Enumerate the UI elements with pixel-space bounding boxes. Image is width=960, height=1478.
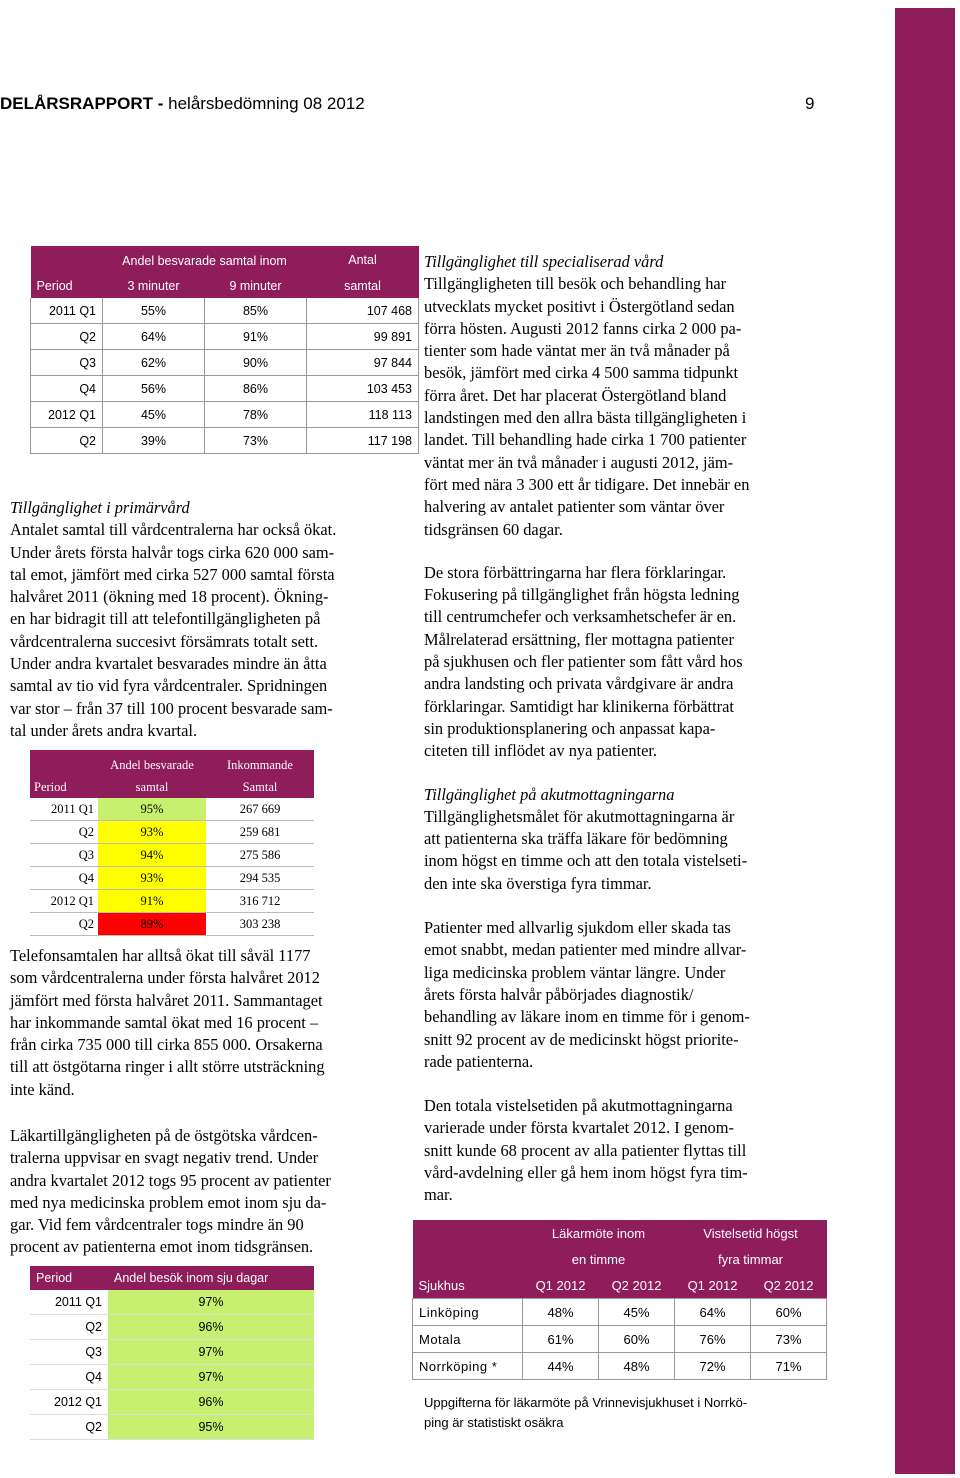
period-cell (31, 376, 103, 402)
text-line: till centrumchefer och verksamhetschefer är en. (424, 607, 737, 627)
percent-cell: 48% (599, 1353, 675, 1380)
call-count: 99 891 (307, 324, 419, 350)
answered-9min: 78% (205, 402, 307, 428)
period-cell (30, 1390, 108, 1415)
t3-head-value: Andel besök inom sju dagar (108, 1266, 314, 1290)
text-line: jämfört med första halvåret 2011. Sammantaget (10, 990, 323, 1010)
text-line: Den totala vistelsetiden på akutmottagningarna (424, 1096, 733, 1116)
answered-share: 91% (98, 890, 206, 913)
doctor-access-section (10, 1125, 400, 1259)
year: 2012 (48, 407, 76, 422)
t4-head-group2-b: fyra timmar (675, 1246, 827, 1272)
text-line: behandling av läkare inom en timme för i genom- (424, 1007, 750, 1027)
visit-share: 95% (108, 1415, 314, 1440)
period-cell (30, 844, 98, 867)
hospital-name: Linköping (413, 1299, 523, 1326)
text-line: citeten till inflödet av nya patienter. (424, 741, 658, 761)
text-line: rade patienterna. (424, 1051, 534, 1071)
t4-head-col: Q2 2012 (751, 1272, 827, 1299)
text-line: som vårdcentralerna under första halvåret 2012 (10, 968, 320, 988)
quarter: Q2 (85, 1320, 102, 1334)
period-cell (31, 298, 103, 324)
answered-3min: 56% (103, 376, 205, 402)
t4-head-sjukhus: Sjukhus (413, 1272, 523, 1299)
incoming-calls: 316 712 (206, 890, 314, 913)
incoming-calls: 275 586 (206, 844, 314, 867)
t1-head-period: Period (31, 273, 103, 298)
answered-share: 93% (98, 821, 206, 844)
t1-head-3min: 3 minuter (103, 273, 205, 298)
improvements-text (424, 562, 824, 763)
specialised-care-heading: Tillgänglighet till specialiserad vård (424, 252, 664, 271)
call-answer-table (30, 246, 419, 454)
text-line: halvering av antalet patienter som väntar över (424, 497, 725, 517)
period-cell (30, 798, 98, 821)
text-line: andra landsting och privata vårdgivare är andra (424, 674, 734, 694)
answered-3min: 45% (103, 402, 205, 428)
phone-calls-text (10, 945, 400, 1101)
period-cell (31, 428, 103, 454)
t1-head-count-bottom: samtal (307, 273, 419, 298)
text-line: sin produktionsplanering och anpassat kapa- (424, 718, 716, 738)
year: 2012 (54, 1395, 82, 1409)
text-line: procent av patienterna emot inom tidsgränsen. (10, 1237, 314, 1257)
primary-care-heading: Tillgänglighet i primärvård (10, 498, 190, 517)
visit-share: 97% (108, 1290, 314, 1315)
total-stay-text (424, 1095, 824, 1206)
percent-cell: 61% (523, 1326, 599, 1353)
answered-3min: 39% (103, 428, 205, 454)
period-cell (30, 867, 98, 890)
doctor-access-text (10, 1125, 400, 1259)
table-row (413, 1326, 827, 1353)
text-line: Antalet samtal till vårdcentralerna har också ökat. (10, 520, 337, 540)
quarter: Q3 (85, 1345, 102, 1359)
quarter: Q1 (79, 303, 96, 318)
text-line: tidsgränsen 60 dagar. (424, 519, 563, 539)
year: 2012 (50, 893, 76, 908)
answered-share: 93% (98, 867, 206, 890)
text-line: årets första halvår påbörjades diagnostik/ (424, 984, 694, 1004)
text-line: har inkommande samtal ökat med 16 procent – (10, 1012, 319, 1032)
t1-head-group: Andel besvarade samtal inom (103, 246, 307, 273)
table-row (30, 867, 314, 890)
text-line: på sjukhusen och fler patienter som fått vård hos (424, 652, 743, 672)
text-line: tal under årets andra kvartal. (10, 720, 198, 740)
visit-share: 96% (108, 1315, 314, 1340)
incoming-calls: 303 238 (206, 913, 314, 936)
period-cell (31, 324, 103, 350)
hospital-name: Motala (413, 1326, 523, 1353)
quarter: Q1 (78, 801, 94, 816)
footnote-line: Uppgifterna för läkarmöte på Vrinnevisjukhuset i Norrkö- (424, 1395, 748, 1410)
text-line: Tillgänglighetsmålet för akutmottagningarna är (424, 806, 735, 826)
text-line: väntat mer än två månader i augusti 2012, jäm- (424, 452, 734, 472)
quarter: Q3 (79, 355, 96, 370)
table-row (30, 1315, 314, 1340)
percent-cell: 73% (751, 1326, 827, 1353)
text-line: Under andra kvartalet besvarades mindre än åtta (10, 654, 327, 674)
quarter: Q1 (85, 1395, 102, 1409)
period-cell (30, 913, 98, 936)
answered-3min: 64% (103, 324, 205, 350)
t4-blank (413, 1220, 523, 1246)
period-cell (30, 890, 98, 913)
table-row (30, 1365, 314, 1390)
text-line: utvecklats mycket positivt i Östergötland sedan (424, 296, 735, 316)
text-line: landstingen med den allra bästa tillgängligheten i (424, 408, 747, 428)
percent-cell: 60% (751, 1299, 827, 1326)
quarter: Q1 (79, 407, 96, 422)
period-cell (30, 1415, 108, 1440)
period-cell (31, 350, 103, 376)
severe-patients-text (424, 917, 824, 1073)
page-number: 9 (805, 94, 815, 113)
t1-blank (31, 246, 103, 273)
answered-9min: 91% (205, 324, 307, 350)
phone-calls-section (10, 945, 400, 1101)
answered-3min: 55% (103, 298, 205, 324)
text-line: den inte ska överstiga fyra timmar. (424, 873, 652, 893)
quarter: Q2 (78, 916, 94, 931)
table-row (30, 798, 314, 821)
text-line: Fokusering på tillgänglighet från högsta ledning (424, 585, 740, 605)
text-line: Under årets första halvår togs cirka 620 000 sam- (10, 542, 335, 562)
quarter: Q2 (79, 329, 96, 344)
quarter: Q4 (79, 381, 96, 396)
t2-head-b-bottom: Samtal (206, 776, 314, 798)
percent-cell: 44% (523, 1353, 599, 1380)
text-line: landet. Till behandling hade cirka 1 700 patienter (424, 430, 747, 450)
period-cell (30, 1290, 108, 1315)
percent-cell: 72% (675, 1353, 751, 1380)
quarter: Q4 (78, 870, 94, 885)
t4-head-col: Q1 2012 (523, 1272, 599, 1299)
percent-cell: 71% (751, 1353, 827, 1380)
text-line: halvåret 2011 (ökning med 18 procent). Ökning- (10, 587, 329, 607)
period-cell (30, 1340, 108, 1365)
text-line: en har bidragit till att telefontillgängligheten på (10, 609, 321, 629)
text-line: snitt kunde 68 procent av alla patienter flyttas till (424, 1140, 747, 1160)
text-line: gar. Vid fem vårdcentraler togs mindre än 90 (10, 1215, 304, 1235)
t3-head-period: Period (30, 1266, 108, 1290)
report-title (0, 94, 365, 114)
table-row (413, 1353, 827, 1380)
table-row (31, 350, 419, 376)
quarter: Q1 (78, 893, 94, 908)
report-title-rest: helårsbedömning 08 2012 (163, 94, 365, 113)
text-line: Läkartillgängligheten på de östgötska vårdcen- (10, 1126, 318, 1145)
answered-9min: 86% (205, 376, 307, 402)
t2-head-period: Period (30, 776, 98, 798)
year: 2011 (48, 303, 76, 318)
primary-care-section (10, 497, 400, 742)
year: 2011 (51, 801, 76, 816)
table-row (30, 821, 314, 844)
table-row (30, 844, 314, 867)
quarter: Q3 (78, 847, 94, 862)
report-title-bold: DELÅRSRAPPORT - (0, 94, 164, 113)
answered-9min: 90% (205, 350, 307, 376)
visits-within-week-table (30, 1266, 314, 1440)
specialised-care-section (424, 251, 824, 1207)
answered-share: 94% (98, 844, 206, 867)
incoming-calls: 267 669 (206, 798, 314, 821)
call-count: 118 113 (307, 402, 419, 428)
text-line: förra hösten. Augusti 2012 fanns cirka 2 000 pa- (424, 318, 742, 338)
text-line: fört med nära 3 300 ett år tidigare. Det innebär en (424, 474, 750, 494)
t4-head-col: Q2 2012 (599, 1272, 675, 1299)
t1-head-9min: 9 minuter (205, 273, 307, 298)
text-line: tralerna uppvisar en svagt negativ trend. Under (10, 1148, 319, 1168)
text-line: snitt 92 procent av de medicinskt högst priorite- (424, 1029, 739, 1049)
t1-head-count-top: Antal (307, 246, 419, 273)
answered-share: 89% (98, 913, 206, 936)
table-row (30, 913, 314, 936)
t2-blank (30, 750, 98, 776)
table-row (30, 1390, 314, 1415)
table-footnote (424, 1393, 814, 1433)
text-line: till att östgötarna ringer i allt större utsträckning (10, 1057, 325, 1077)
text-line: andra kvartalet 2012 togs 95 procent av patienter (10, 1170, 331, 1190)
table-row (30, 890, 314, 913)
answered-share: 95% (98, 798, 206, 821)
call-count: 107 468 (307, 298, 419, 324)
text-line: liga medicinska problem väntar längre. Under (424, 962, 726, 982)
text-line: att patienterna ska träffa läkare för bedömning (424, 829, 728, 849)
percent-cell: 45% (599, 1299, 675, 1326)
t4-head-group1-a: Läkarmöte inom (523, 1220, 675, 1246)
table-row (31, 428, 419, 454)
call-count: 117 198 (307, 428, 419, 454)
text-line: tal emot, jämfört med cirka 527 000 samtal första (10, 564, 335, 584)
text-line: mar. (424, 1185, 453, 1205)
text-line: varierade under första kvartalet 2012. I genom- (424, 1118, 734, 1138)
emergency-text (424, 784, 824, 895)
primary-care-text (10, 497, 400, 742)
text-line: var stor – från 37 till 100 procent besvarade sam- (10, 698, 333, 718)
answered-9min: 85% (205, 298, 307, 324)
hospital-emergency-table (412, 1220, 827, 1380)
quarter: Q1 (85, 1295, 102, 1309)
text-line: De stora förbättringarna har flera förklaringar. (424, 562, 727, 582)
period-cell (30, 821, 98, 844)
text-line: med nya medicinska problem emot inom sju da- (10, 1192, 327, 1212)
table-row (413, 1299, 827, 1326)
table-row (31, 376, 419, 402)
percent-cell: 76% (675, 1326, 751, 1353)
percent-cell: 48% (523, 1299, 599, 1326)
period-cell (31, 402, 103, 428)
percent-cell: 60% (599, 1326, 675, 1353)
text-line: förklaringar. Samtidigt har klinikerna förbättrat (424, 696, 734, 716)
t2-head-b-top: Inkommande (206, 750, 314, 776)
table-row (31, 402, 419, 428)
sidebar-accent-bar (895, 8, 955, 1474)
specialised-care-text (424, 251, 824, 541)
text-line: vård-avdelning eller gå hem inom högst fyra tim- (424, 1162, 748, 1182)
quarter: Q2 (78, 824, 94, 839)
text-line: Tillgängligheten till besök och behandling har (424, 274, 727, 294)
text-line: vårdcentralerna succesivt försämrats totalt sett. (10, 631, 319, 651)
phone-calls-table (30, 750, 314, 936)
t2-head-a-bottom: samtal (98, 776, 206, 798)
incoming-calls: 294 535 (206, 867, 314, 890)
text-line: tienter som hade väntat mer än två månader på (424, 341, 730, 361)
text-line: emot snabbt, medan patienter med mindre allvar- (424, 940, 747, 960)
t2-head-a-top: Andel besvarade (98, 750, 206, 776)
t4-blank-2 (413, 1246, 523, 1272)
visit-share: 97% (108, 1365, 314, 1390)
text-line: inom högst en timme och att den totala vistelseti- (424, 851, 748, 871)
text-line: Telefonsamtalen har alltså ökat till såväl 1177 (10, 946, 311, 965)
text-line: Målrelaterad ersättning, fler mottagna patienter (424, 629, 734, 649)
text-line: inte känd. (10, 1079, 75, 1099)
table-row (30, 1340, 314, 1365)
hospital-name: Norrköping * (413, 1353, 523, 1380)
incoming-calls: 259 681 (206, 821, 314, 844)
t4-head-group1-b: en timme (523, 1246, 675, 1272)
text-line: Patienter med allvarlig sjukdom eller skada tas (424, 918, 731, 938)
year: 2011 (54, 1295, 82, 1309)
call-count: 97 844 (307, 350, 419, 376)
period-cell (30, 1315, 108, 1340)
percent-cell: 64% (675, 1299, 751, 1326)
text-line: förra året. Det har placerat Östergötland bland (424, 385, 727, 405)
answered-3min: 62% (103, 350, 205, 376)
table-row (31, 324, 419, 350)
table-row (31, 298, 419, 324)
table-row (30, 1415, 314, 1440)
quarter: Q4 (85, 1370, 102, 1384)
emergency-heading: Tillgänglighet på akutmottagningarna (424, 784, 675, 804)
visit-share: 96% (108, 1390, 314, 1415)
t4-head-col: Q1 2012 (675, 1272, 751, 1299)
text-line: samtal av tio vid fyra vårdcentraler. Spridningen (10, 676, 328, 696)
visit-share: 97% (108, 1340, 314, 1365)
period-cell (30, 1365, 108, 1390)
quarter: Q2 (85, 1420, 102, 1434)
t4-head-group2-a: Vistelsetid högst (675, 1220, 827, 1246)
text-line: från cirka 735 000 till cirka 855 000. Orsakerna (10, 1035, 323, 1055)
text-line: besök, jämfört med cirka 4 500 samma tidpunkt (424, 363, 739, 383)
answered-9min: 73% (205, 428, 307, 454)
table-row (30, 1290, 314, 1315)
footnote-line: ping är statistiskt osäkra (424, 1415, 564, 1430)
call-count: 103 453 (307, 376, 419, 402)
quarter: Q2 (79, 433, 96, 448)
